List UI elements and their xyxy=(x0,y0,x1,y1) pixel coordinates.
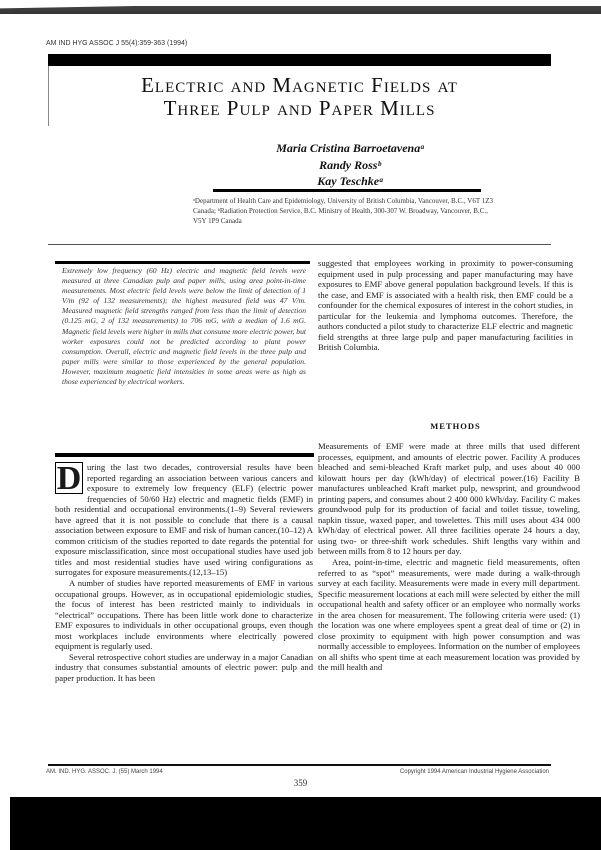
drop-cap: D xyxy=(56,460,82,497)
footer-rule xyxy=(48,764,551,766)
introduction-body xyxy=(55,462,313,683)
author: Kay Teschkeᵃ xyxy=(317,174,383,188)
abstract-rule xyxy=(55,261,310,264)
title-line-2: Three Pulp and Paper Mills xyxy=(163,96,436,120)
paragraph: Several retrospective cohort studies are underway in a major Canadian industry that consumes substantial amounts of electric power: pulp and paper production. It has been xyxy=(55,651,313,683)
section-divider xyxy=(48,244,551,245)
title-rule xyxy=(48,54,551,66)
scan-top-edge xyxy=(0,0,601,14)
author: Maria Cristina Barroetavenaᵃ xyxy=(276,141,424,155)
running-header: AM IND HYG ASSOC J 55(4):359-363 (1994) xyxy=(46,40,188,47)
paragraph: Area, point-in-time, electric and magnetic field measurements, often referred to as “spot” measurements, were made during a walk-through survey at each facility. Measurements were made in every mill department. Specific measurement locations at each mill were selected by either the mill occupational health and safety officer or an employee who normally works in the area chosen for measurement. The following criteria were used: (1) the location was one where employees spent a great deal of time or (2) in close proximity to equipment with high power consumption and was normally accessible to employees. Information on the number of employees on all shifts who spent time at each measurement location was provided by the mill health and xyxy=(318,557,580,673)
abstract: Extremely low frequency (60 Hz) electric and magnetic field levels were measured at three Canadian pulp and paper mills, using area point-in-time measurements. Most electric field levels were below the limit of detection of 1 V/m (92 of 132 measurements); the highest measured field was 47 V/m. Measured magnetic field strengths ranged from less than the limit of detection (0.125 mG, 2 of 132 measurements) to 706 mG, with a median of 1.6 mG. Magnetic field levels were higher in mills that consume more electric power, but worker exposures could not be predicted according to plant power consumption. Overall, electric and magnetic field levels in the three pulp and paper mills were similar to those experienced by the general population. However, maximum magnetic field intensities in some areas were as high as those experienced by electrical workers. xyxy=(62,266,306,387)
paragraph: suggested that employees working in proximity to power-consuming equipment used in pulp processing and paper manufacturing may have exposures to EMF above general population background levels. If this is the case, and EMF is associated with a health risk, then EMF could be a confounder for the chemical exposures of interest in the cohort studies, in particular for the leukemia and lymphoma outcomes. Therefore, the authors conducted a pilot study to characterize ELF electric and magnetic field strengths at three large pulp and paper manufacturing facilities in British Columbia. xyxy=(318,258,573,353)
intro-rule xyxy=(55,453,314,457)
methods-heading: METHODS xyxy=(430,421,481,431)
paragraph: A number of studies have reported measurements of EMF in various occupational groups. However, as in occupational epidemiologic studies, the focus of interest has been restricted mainly to individuals in “electrical” occupations. There has been little work done to characterize EMF exposures to individuals in other occupational groups, even though most workplaces include environments where electrically powered equipment is regularly used. xyxy=(55,578,313,652)
author-list xyxy=(190,140,510,190)
right-column-intro xyxy=(318,258,573,353)
title-line-1: Electric and Magnetic Fields at xyxy=(141,73,458,97)
footer-copyright: Copyright 1994 American Industrial Hygiene Association xyxy=(399,769,549,775)
paragraph: Measurements of EMF were made at three mills that used different processes, equipment, and amounts of electric power. Facility A produces bleached and semi-bleached Kraft market pulp, and uses about 40 000 kilowatt hours per day (kWh/day) of electrical power.(16) Facility B manufactures unbleached Kraft market pulp, newsprint, and groundwood printing papers, and consumes about 2 400 000 kWh/day. Facility C makes groundwood pulp for its production of facial and toilet tissue, toweling, napkin tissue, waxed paper, and towelettes. This mill uses about 434 000 kWh/day of electrical power. All three facilities operate 24 hours a day, using two- or three-shift work schedules. Shift lengths vary within and between mills from 8 to 12 hours per day. xyxy=(318,441,580,557)
scan-bottom-edge xyxy=(10,797,601,850)
article-title xyxy=(48,74,551,120)
author-rule xyxy=(213,189,481,192)
methods-body xyxy=(318,441,580,673)
author: Randy Rossᵇ xyxy=(319,157,381,172)
affiliations: ᵃDepartment of Health Care and Epidemiology, University of British Columbia, Vancouver, B.C., V6T 1Z3 Canada; ᵇRadiation Protection Service, B.C. Ministry of Health, 300-307 W. Broadway, Vancouver, B.C., V5Y 1P9 Canada xyxy=(193,197,493,225)
page-number: 359 xyxy=(293,778,308,788)
footer-journal: AM. IND. HYG. ASSOC. J. (55) March 1994 xyxy=(46,769,163,775)
paragraph: D uring the last two decades, controversial results have been reported regarding an association between various cancers and exposure to extremely low frequency (ELF) (electric power frequencies of 50/60 Hz) electric and magnetic fields (EMF) in both residential and occupational environments.(1–9) Several reviewers have agreed that it is not possible to conclude that there is a causal association between exposure to EMF and risk of human cancer.(10–12) A common criticism of the studies reported to date regards the potential for exposure misclassification, since most occupational studies have used job titles and most residential studies have used wiring configurations as surrogates for exposure measurements.(12,13–15) xyxy=(55,460,313,578)
